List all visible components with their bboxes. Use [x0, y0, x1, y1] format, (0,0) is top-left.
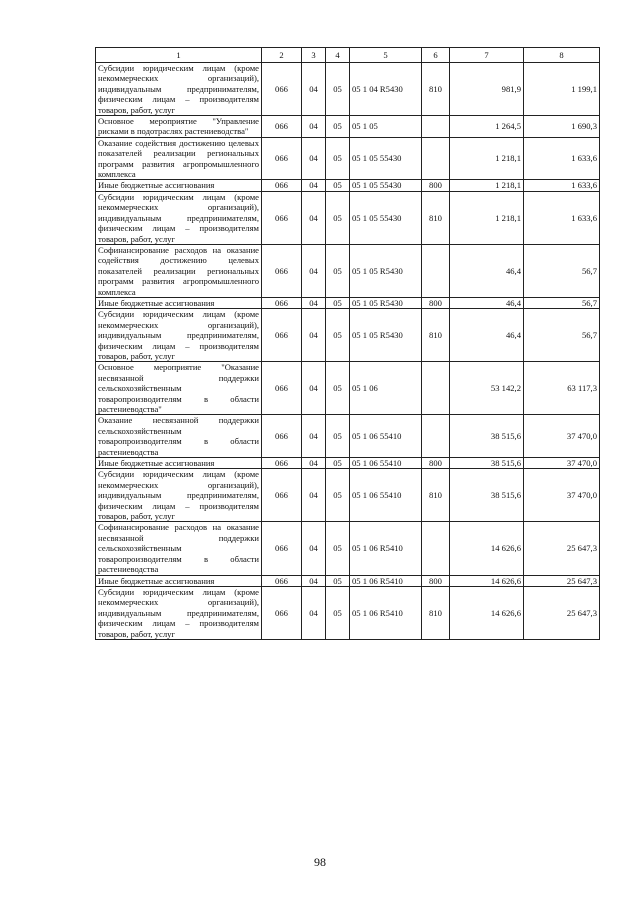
- cell-admin-code: 066: [262, 415, 302, 458]
- cell-amount-year-2: 56,7: [524, 244, 600, 297]
- cell-section: 04: [302, 63, 326, 116]
- cell-admin-code: 066: [262, 116, 302, 138]
- header-row: [96, 48, 600, 63]
- cell-description: Софинансирование расходов на оказание несвязанной поддержки сельскохозяйственным товаропроизводителям в области растениеводства: [96, 522, 262, 575]
- cell-amount-year-2: 37 470,0: [524, 415, 600, 458]
- cell-subsection: 05: [326, 586, 350, 639]
- cell-section: 04: [302, 297, 326, 308]
- header-col-8: 8: [524, 48, 600, 63]
- cell-amount-year-1: 1 264,5: [450, 116, 524, 138]
- cell-subsection: 05: [326, 191, 350, 244]
- cell-expense-type: 810: [422, 63, 450, 116]
- cell-amount-year-1: 38 515,6: [450, 415, 524, 458]
- cell-target-article: 05 1 05 55430: [350, 191, 422, 244]
- cell-amount-year-2: 37 470,0: [524, 458, 600, 469]
- cell-section: 04: [302, 522, 326, 575]
- cell-description: Основное мероприятие "Управление рисками в подотраслях растениеводства": [96, 116, 262, 138]
- table-row: [96, 116, 600, 138]
- cell-subsection: 05: [326, 63, 350, 116]
- cell-subsection: 05: [326, 415, 350, 458]
- cell-description: Иные бюджетные ассигнования: [96, 180, 262, 191]
- cell-amount-year-1: 981,9: [450, 63, 524, 116]
- cell-amount-year-2: 25 647,3: [524, 522, 600, 575]
- cell-amount-year-1: 46,4: [450, 244, 524, 297]
- cell-subsection: 05: [326, 244, 350, 297]
- header-col-3: 3: [302, 48, 326, 63]
- cell-admin-code: 066: [262, 191, 302, 244]
- cell-amount-year-1: 14 626,6: [450, 586, 524, 639]
- cell-admin-code: 066: [262, 362, 302, 415]
- cell-description: Субсидии юридическим лицам (кроме некоммерческих организаций), индивидуальным предпринимателям, физическим лицам – производителям товаров, работ, услуг: [96, 63, 262, 116]
- page-number: 98: [314, 855, 326, 869]
- cell-target-article: 05 1 06 55410: [350, 458, 422, 469]
- cell-subsection: 05: [326, 137, 350, 180]
- header-col-2: 2: [262, 48, 302, 63]
- cell-description: Иные бюджетные ассигнования: [96, 458, 262, 469]
- cell-expense-type: 800: [422, 458, 450, 469]
- cell-expense-type: 810: [422, 191, 450, 244]
- cell-expense-type: 800: [422, 297, 450, 308]
- cell-expense-type: 800: [422, 180, 450, 191]
- cell-target-article: 05 1 06 55410: [350, 469, 422, 522]
- cell-amount-year-2: 25 647,3: [524, 575, 600, 586]
- cell-section: 04: [302, 575, 326, 586]
- header-col-1: 1: [96, 48, 262, 63]
- cell-amount-year-2: 56,7: [524, 297, 600, 308]
- cell-target-article: 05 1 06 R5410: [350, 586, 422, 639]
- cell-expense-type: 800: [422, 575, 450, 586]
- table-row: [96, 522, 600, 575]
- header-col-6: 6: [422, 48, 450, 63]
- cell-admin-code: 066: [262, 575, 302, 586]
- cell-amount-year-2: 1 633,6: [524, 191, 600, 244]
- cell-subsection: 05: [326, 522, 350, 575]
- cell-section: 04: [302, 116, 326, 138]
- cell-amount-year-1: 38 515,6: [450, 469, 524, 522]
- cell-target-article: 05 1 06 R5410: [350, 575, 422, 586]
- table-row: [96, 63, 600, 116]
- budget-table: [95, 47, 600, 640]
- cell-expense-type: [422, 415, 450, 458]
- cell-description: Субсидии юридическим лицам (кроме некоммерческих организаций), индивидуальным предпринимателям, физическим лицам – производителям товаров, работ, услуг: [96, 309, 262, 362]
- cell-section: 04: [302, 362, 326, 415]
- cell-description: Иные бюджетные ассигнования: [96, 575, 262, 586]
- table-row: [96, 469, 600, 522]
- header-col-4: 4: [326, 48, 350, 63]
- cell-description: Основное мероприятие "Оказание несвязанной поддержки сельскохозяйственным товаропроизводителям в области растениеводства": [96, 362, 262, 415]
- cell-subsection: 05: [326, 575, 350, 586]
- cell-target-article: 05 1 05 R5430: [350, 309, 422, 362]
- cell-admin-code: 066: [262, 244, 302, 297]
- cell-subsection: 05: [326, 458, 350, 469]
- cell-admin-code: 066: [262, 297, 302, 308]
- cell-admin-code: 066: [262, 586, 302, 639]
- cell-amount-year-2: 1 633,6: [524, 180, 600, 191]
- cell-expense-type: 810: [422, 469, 450, 522]
- cell-section: 04: [302, 137, 326, 180]
- cell-expense-type: 810: [422, 586, 450, 639]
- cell-amount-year-1: 53 142,2: [450, 362, 524, 415]
- cell-amount-year-2: 1 690,3: [524, 116, 600, 138]
- table-row: [96, 362, 600, 415]
- cell-section: 04: [302, 244, 326, 297]
- cell-section: 04: [302, 586, 326, 639]
- cell-subsection: 05: [326, 469, 350, 522]
- cell-target-article: 05 1 05: [350, 116, 422, 138]
- table-row: [96, 309, 600, 362]
- cell-amount-year-1: 1 218,1: [450, 191, 524, 244]
- cell-amount-year-1: 38 515,6: [450, 458, 524, 469]
- cell-expense-type: [422, 137, 450, 180]
- table-row: [96, 415, 600, 458]
- cell-section: 04: [302, 309, 326, 362]
- cell-subsection: 05: [326, 309, 350, 362]
- cell-description: Оказание несвязанной поддержки сельскохозяйственным товаропроизводителям в области растениеводства: [96, 415, 262, 458]
- table-row: [96, 180, 600, 191]
- table-row: [96, 297, 600, 308]
- cell-admin-code: 066: [262, 469, 302, 522]
- cell-amount-year-2: 25 647,3: [524, 586, 600, 639]
- cell-expense-type: [422, 244, 450, 297]
- cell-expense-type: [422, 522, 450, 575]
- cell-target-article: 05 1 04 R5430: [350, 63, 422, 116]
- cell-target-article: 05 1 05 55430: [350, 137, 422, 180]
- cell-admin-code: 066: [262, 137, 302, 180]
- cell-amount-year-1: 46,4: [450, 297, 524, 308]
- cell-amount-year-2: 1 199,1: [524, 63, 600, 116]
- cell-target-article: 05 1 06: [350, 362, 422, 415]
- cell-description: Субсидии юридическим лицам (кроме некоммерческих организаций), индивидуальным предпринимателям, физическим лицам – производителям товаров, работ, услуг: [96, 586, 262, 639]
- cell-amount-year-1: 14 626,6: [450, 522, 524, 575]
- cell-admin-code: 066: [262, 309, 302, 362]
- table-row: [96, 137, 600, 180]
- cell-section: 04: [302, 469, 326, 522]
- cell-section: 04: [302, 415, 326, 458]
- cell-admin-code: 066: [262, 458, 302, 469]
- cell-expense-type: 810: [422, 309, 450, 362]
- table-row: [96, 586, 600, 639]
- cell-amount-year-1: 1 218,1: [450, 137, 524, 180]
- header-col-7: 7: [450, 48, 524, 63]
- cell-section: 04: [302, 458, 326, 469]
- cell-amount-year-2: 37 470,0: [524, 469, 600, 522]
- cell-description: Софинансирование расходов на оказание содействия достижению целевых показателей реализации региональных программ развития агропромышленного комплекса: [96, 244, 262, 297]
- cell-subsection: 05: [326, 362, 350, 415]
- cell-description: Субсидии юридическим лицам (кроме некоммерческих организаций), индивидуальным предпринимателям, физическим лицам – производителям товаров, работ, услуг: [96, 191, 262, 244]
- cell-admin-code: 066: [262, 522, 302, 575]
- cell-expense-type: [422, 362, 450, 415]
- cell-subsection: 05: [326, 180, 350, 191]
- table-body: [96, 63, 600, 640]
- table-row: [96, 575, 600, 586]
- cell-description: Оказание содействия достижению целевых показателей реализации региональных программ развития агропромышленного комплекса: [96, 137, 262, 180]
- table-row: [96, 191, 600, 244]
- cell-target-article: 05 1 06 R5410: [350, 522, 422, 575]
- cell-admin-code: 066: [262, 63, 302, 116]
- cell-section: 04: [302, 191, 326, 244]
- cell-description: Субсидии юридическим лицам (кроме некоммерческих организаций), индивидуальным предпринимателям, физическим лицам – производителям товаров, работ, услуг: [96, 469, 262, 522]
- cell-expense-type: [422, 116, 450, 138]
- cell-target-article: 05 1 06 55410: [350, 415, 422, 458]
- cell-subsection: 05: [326, 297, 350, 308]
- table-row: [96, 458, 600, 469]
- cell-target-article: 05 1 05 R5430: [350, 297, 422, 308]
- cell-amount-year-1: 1 218,1: [450, 180, 524, 191]
- cell-amount-year-2: 56,7: [524, 309, 600, 362]
- cell-amount-year-2: 63 117,3: [524, 362, 600, 415]
- cell-subsection: 05: [326, 116, 350, 138]
- header-col-5: 5: [350, 48, 422, 63]
- cell-target-article: 05 1 05 55430: [350, 180, 422, 191]
- cell-section: 04: [302, 180, 326, 191]
- table-row: [96, 244, 600, 297]
- cell-amount-year-1: 46,4: [450, 309, 524, 362]
- cell-description: Иные бюджетные ассигнования: [96, 297, 262, 308]
- cell-amount-year-1: 14 626,6: [450, 575, 524, 586]
- cell-target-article: 05 1 05 R5430: [350, 244, 422, 297]
- cell-amount-year-2: 1 633,6: [524, 137, 600, 180]
- cell-admin-code: 066: [262, 180, 302, 191]
